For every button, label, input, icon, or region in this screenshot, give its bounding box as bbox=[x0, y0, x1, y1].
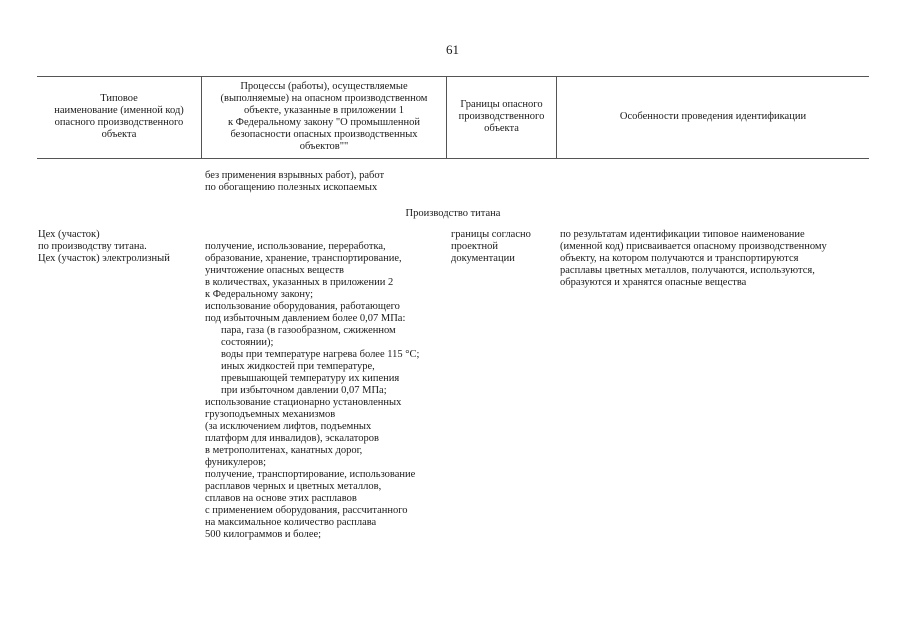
header-boundaries: Границы опасного производственного объекта bbox=[458, 99, 545, 134]
processes-paragraph: использование стационарно установленных грузоподъемных механизмов (за исключением лифтов, подъемных платформ для инвалидов), эскалаторов в метрополитенах, канатных дорог, фуникулеров; получение, транспортирование, использование расплавов черных и цветных металлов, сплавов на основе этих расплавов с применением оборудования, рассчитанного на максимальное количество расплава 500 килограммов и более; bbox=[205, 397, 416, 540]
page-number: 61 bbox=[446, 42, 459, 57]
boundaries-cell: границы согласно проектной документации bbox=[451, 229, 531, 264]
processes-paragraph: получение, использование, переработка, образование, хранение, транспортирование, уничтожение опасных веществ в количествах, указанных в приложении 2 к Федеральному закону; использование оборудования, работающего под избыточным давлением более 0,07 МПа: bbox=[205, 241, 406, 324]
header-processes: Процессы (работы), осуществляемые (выполняемые) на опасном производственном объекте, указанные в приложении 1 к Федеральному закону "О промышленной безопасности опасных производственных объектов"" bbox=[220, 81, 428, 152]
object-name-cell: Цех (участок) по производству титана. Цех (участок) электролизный bbox=[38, 229, 170, 264]
header-identification: Особенности проведения идентификации bbox=[619, 111, 807, 122]
section-title: Производство титана bbox=[405, 208, 501, 219]
identification-cell: по результатам идентификации типовое наименование (именной код) присваивается опасному производственному объекту, на котором получаются и транспортируются расплавы цветных металлов, получаются, используются, образуются и хранятся опасные вещества bbox=[560, 229, 827, 288]
header-object-name: Типовое наименование (именной код) опасного производственного объекта bbox=[54, 93, 184, 140]
continuation-text: без применения взрывных работ), работ по обогащению полезных ископаемых bbox=[205, 170, 385, 193]
processes-indented-paragraph: пара, газа (в газообразном, сжиженном состоянии); воды при температуре нагрева более 115 °С; иных жидкостей при температуре, превышающей температуру их кипения при избыточном давлении 0,07 МПа; bbox=[221, 325, 420, 396]
processes-cell bbox=[205, 229, 445, 541]
table-header-bottom-rule bbox=[37, 158, 869, 159]
